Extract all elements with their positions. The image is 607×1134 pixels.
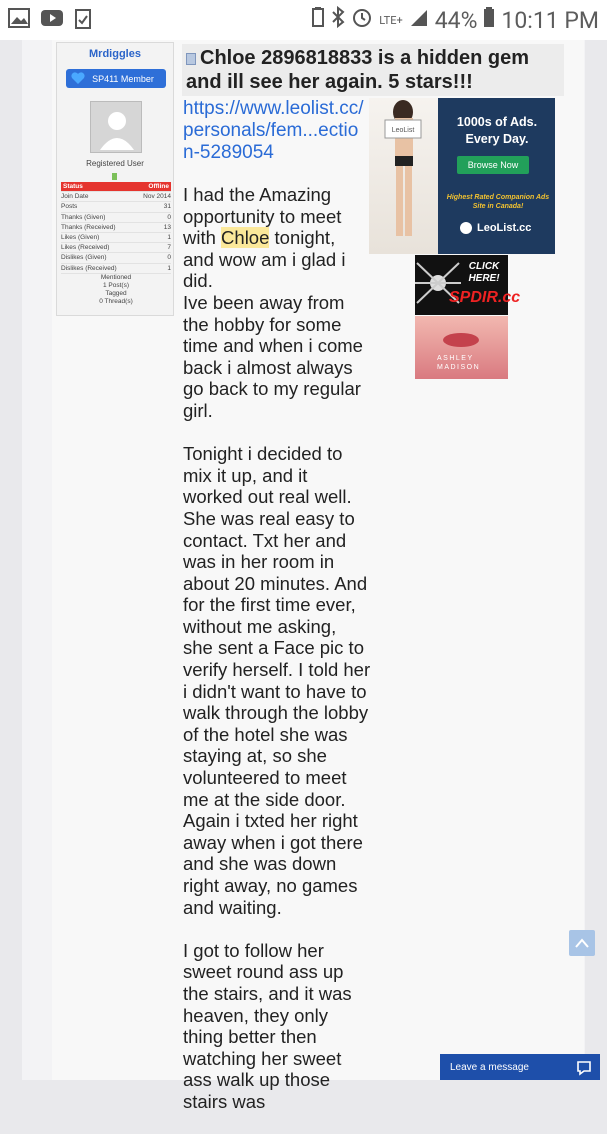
leolist-ad[interactable] (369, 98, 555, 254)
stat-row: Join Date Nov 2014 (61, 192, 171, 202)
tagged-threads-link[interactable]: 0 Thread(s) (99, 297, 133, 305)
member-badge-label: SP411 Member (92, 73, 154, 84)
user-stats (61, 182, 171, 306)
stat-row: Dislikes (Given) 0 (61, 253, 171, 263)
battery-saver-icon (311, 6, 325, 34)
chat-label: Leave a message (450, 1061, 529, 1073)
tagged-label: Tagged (105, 289, 127, 297)
mentioned-posts-link[interactable]: 1 Post(s) (102, 281, 129, 289)
chat-bubble-icon (576, 1060, 592, 1076)
username-link[interactable]: Mrdiggles (89, 48, 141, 60)
gallery-icon (8, 8, 30, 35)
leave-message-button[interactable] (440, 1054, 600, 1080)
status-bar (0, 0, 607, 40)
leolist-logo: LeoList.cc (459, 221, 549, 235)
page-background (22, 40, 585, 1112)
signal-icon (409, 7, 429, 34)
bluetooth-icon (331, 6, 345, 34)
stat-row: Thanks (Given) 0 (61, 213, 171, 223)
stat-row-status: Status Offline (61, 182, 171, 192)
user-info-panel (56, 42, 174, 316)
post-icon (186, 53, 196, 65)
leo-icon (459, 221, 473, 235)
post-paragraph: I got to follow her sweet round ass up the stairs, and it was heaven, they only thing better then watching her sweet ass walk up those stairs was (183, 939, 352, 1112)
ad-sign: LeoList (391, 127, 415, 134)
ashley-madison-logo: ASHLEY MADISON (437, 355, 481, 371)
spdir-ad[interactable] (415, 255, 521, 315)
scroll-to-top-button[interactable] (569, 930, 595, 956)
ad-photo (369, 98, 438, 254)
post-paragraph: I had the Amazing opportunity to meet with Chloe tonight, and wow am i glad i did. Ive been away from the hobby for some time and when i come back i almost always go back to my regular girl. (183, 184, 363, 421)
ad-tagline: Highest Rated Companion Ads Site in Canada! (446, 194, 550, 210)
stat-row: Dislikes (Received) 1 (61, 264, 171, 274)
clock: 10:11 PM (501, 6, 599, 34)
stat-row: Likes (Received) 7 (61, 243, 171, 253)
ad-headline: 1000s of Ads. Every Day. (456, 115, 538, 146)
chevron-up-icon (575, 938, 589, 948)
reputation-indicator (112, 173, 117, 180)
post-link[interactable]: https://www.leolist.cc/personals/fem...ection-5289054 (183, 98, 364, 163)
post-title: Chloe 2896818833 is a hidden gem and ill see her again. 5 stars!!! (182, 44, 564, 96)
stat-row: Posts 31 (61, 202, 171, 212)
browse-now-button[interactable]: Browse Now (457, 156, 529, 174)
stat-row: Likes (Given) 1 (61, 233, 171, 243)
stat-row: Thanks (Received) 13 (61, 223, 171, 233)
post-container (52, 40, 584, 1112)
task-check-icon (74, 8, 92, 35)
avatar[interactable] (90, 101, 142, 153)
battery-icon (483, 6, 495, 34)
alarm-icon (351, 6, 373, 34)
post-paragraph: Tonight i decided to mix it up, and it worked out real well. She was real easy to contact. Txt her and was in her room in about 20 minutes. And for the first time ever, without me asking, she sent a Face pic to verify herself. I told her i didn't want to have to walk through the lobby of the hotel she was staying at, so she volunteered to meet me at the side door. Again i txted her right away when i got there and she was down right away, no games and waiting. (183, 443, 371, 918)
highlighted-name: Chloe (221, 227, 270, 249)
spdir-logo: SPDIR.cc (449, 289, 521, 306)
mentioned-label: Mentioned (100, 273, 132, 281)
post-body (183, 184, 371, 1134)
heart-icon (71, 72, 85, 85)
lips-icon (415, 316, 508, 351)
user-role: Registered User (86, 159, 144, 168)
click-here-text: CLICK HERE! (468, 261, 500, 284)
network-type: LTE+ (379, 13, 403, 27)
youtube-icon (40, 8, 64, 35)
member-badge (66, 69, 166, 88)
ashley-madison-ad[interactable] (415, 316, 508, 379)
battery-percent: 44% (434, 6, 478, 34)
